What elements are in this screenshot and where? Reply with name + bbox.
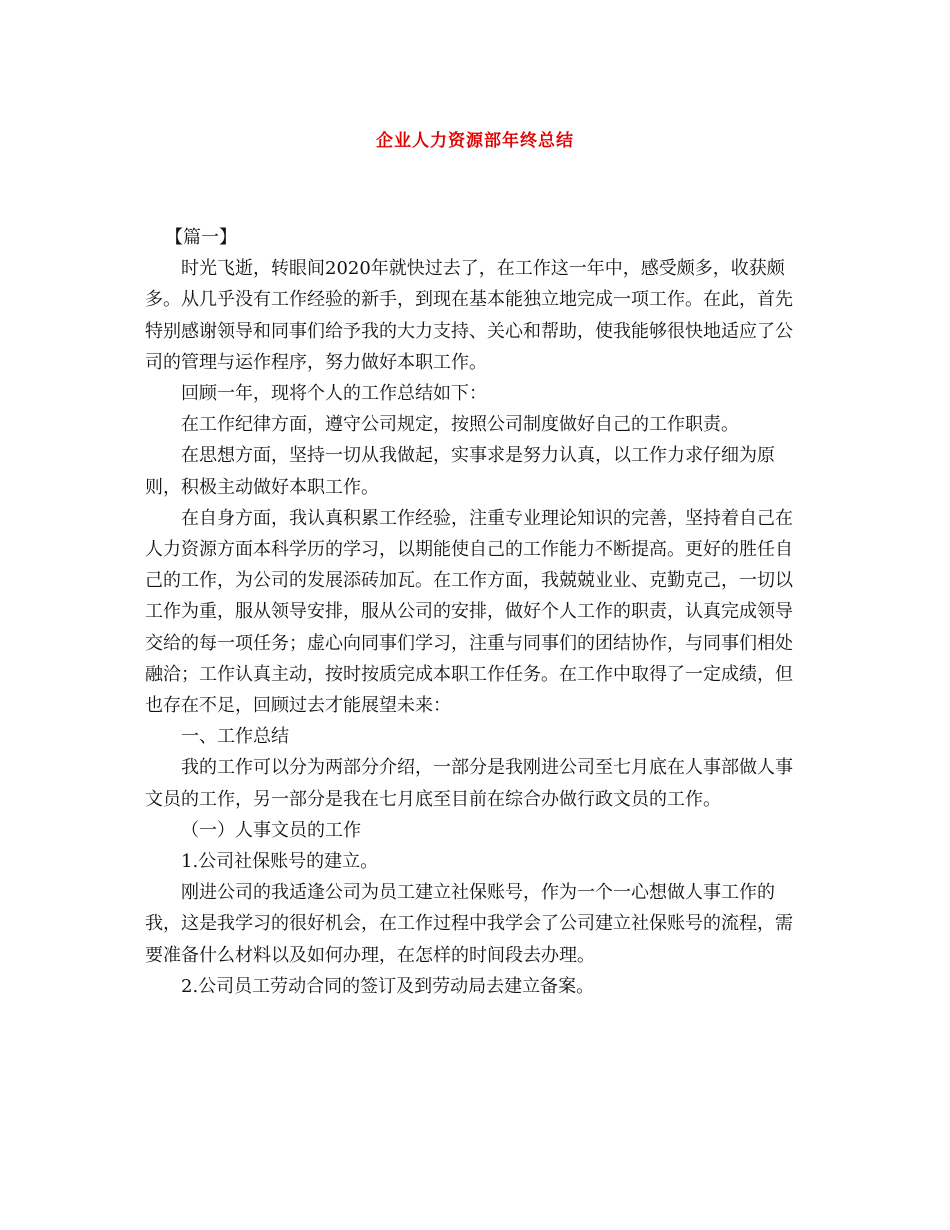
document-title: 企业人力资源部年终总结 — [376, 131, 574, 151]
list-item: 2.公司员工劳动合同的签订及到劳动局去建立备案。 — [181, 975, 595, 997]
subheading: 一、工作总结 — [181, 726, 289, 748]
subheading: （一）人事文员的工作 — [181, 819, 361, 841]
document-body — [145, 222, 800, 1002]
list-item: 1.公司社保账号的建立。 — [181, 851, 379, 873]
paragraph: 在自身方面，我认真积累工作经验，注重专业理论知识的完善，坚持着自己在人力资源方面本科学历的学习，以期能使自己的工作能力不断提高。更好的胜任自己的工作，为公司的发展添砖加瓦。在工作方面，我兢兢业业、克勤克己，一切以工作为重，服从领导安排，服从公司的安排，做好个人工作的职责，认真完成领导交给的每一项任务；虚心向同事们学习，注重与同事们的团结协作，与同事们相处融洽；工作认真主动，按时按质完成本职工作任务。在工作中取得了一定成绩，但也存在不足，回顾过去才能展望未来： — [145, 507, 793, 717]
paragraph: 回顾一年，现将个人的工作总结如下： — [181, 383, 487, 405]
paragraph: 我的工作可以分为两部分介绍，一部分是我刚进公司至七月底在人事部做人事文员的工作，另一部分是我在七月底至目前在综合办做行政文员的工作。 — [145, 757, 793, 810]
paragraph: 时光飞逝，转眼间2020年就快过去了，在工作这一年中，感受颇多，收获颇多。从几乎没有工作经验的新手，到现在基本能独立地完成一项工作。在此，首先特别感谢领导和同事们给予我的大力支持、关心和帮助，使我能够很快地适应了公司的管理与运作程序，努力做好本职工作。 — [145, 258, 793, 373]
paragraph: 刚进公司的我适逢公司为员工建立社保账号，作为一个一心想做人事工作的我，这是我学习的很好机会，在工作过程中我学会了公司建立社保账号的流程，需要准备什么材料以及如何办理，在怎样的时间段去办理。 — [145, 882, 793, 966]
paragraph: 在思想方面，坚持一切从我做起，实事求是努力认真，以工作力求仔细为原则，积极主动做好本职工作。 — [145, 445, 775, 498]
section-heading: 【篇一】 — [165, 227, 237, 248]
paragraph: 在工作纪律方面，遵守公司规定，按照公司制度做好自己的工作职责。 — [181, 414, 739, 436]
